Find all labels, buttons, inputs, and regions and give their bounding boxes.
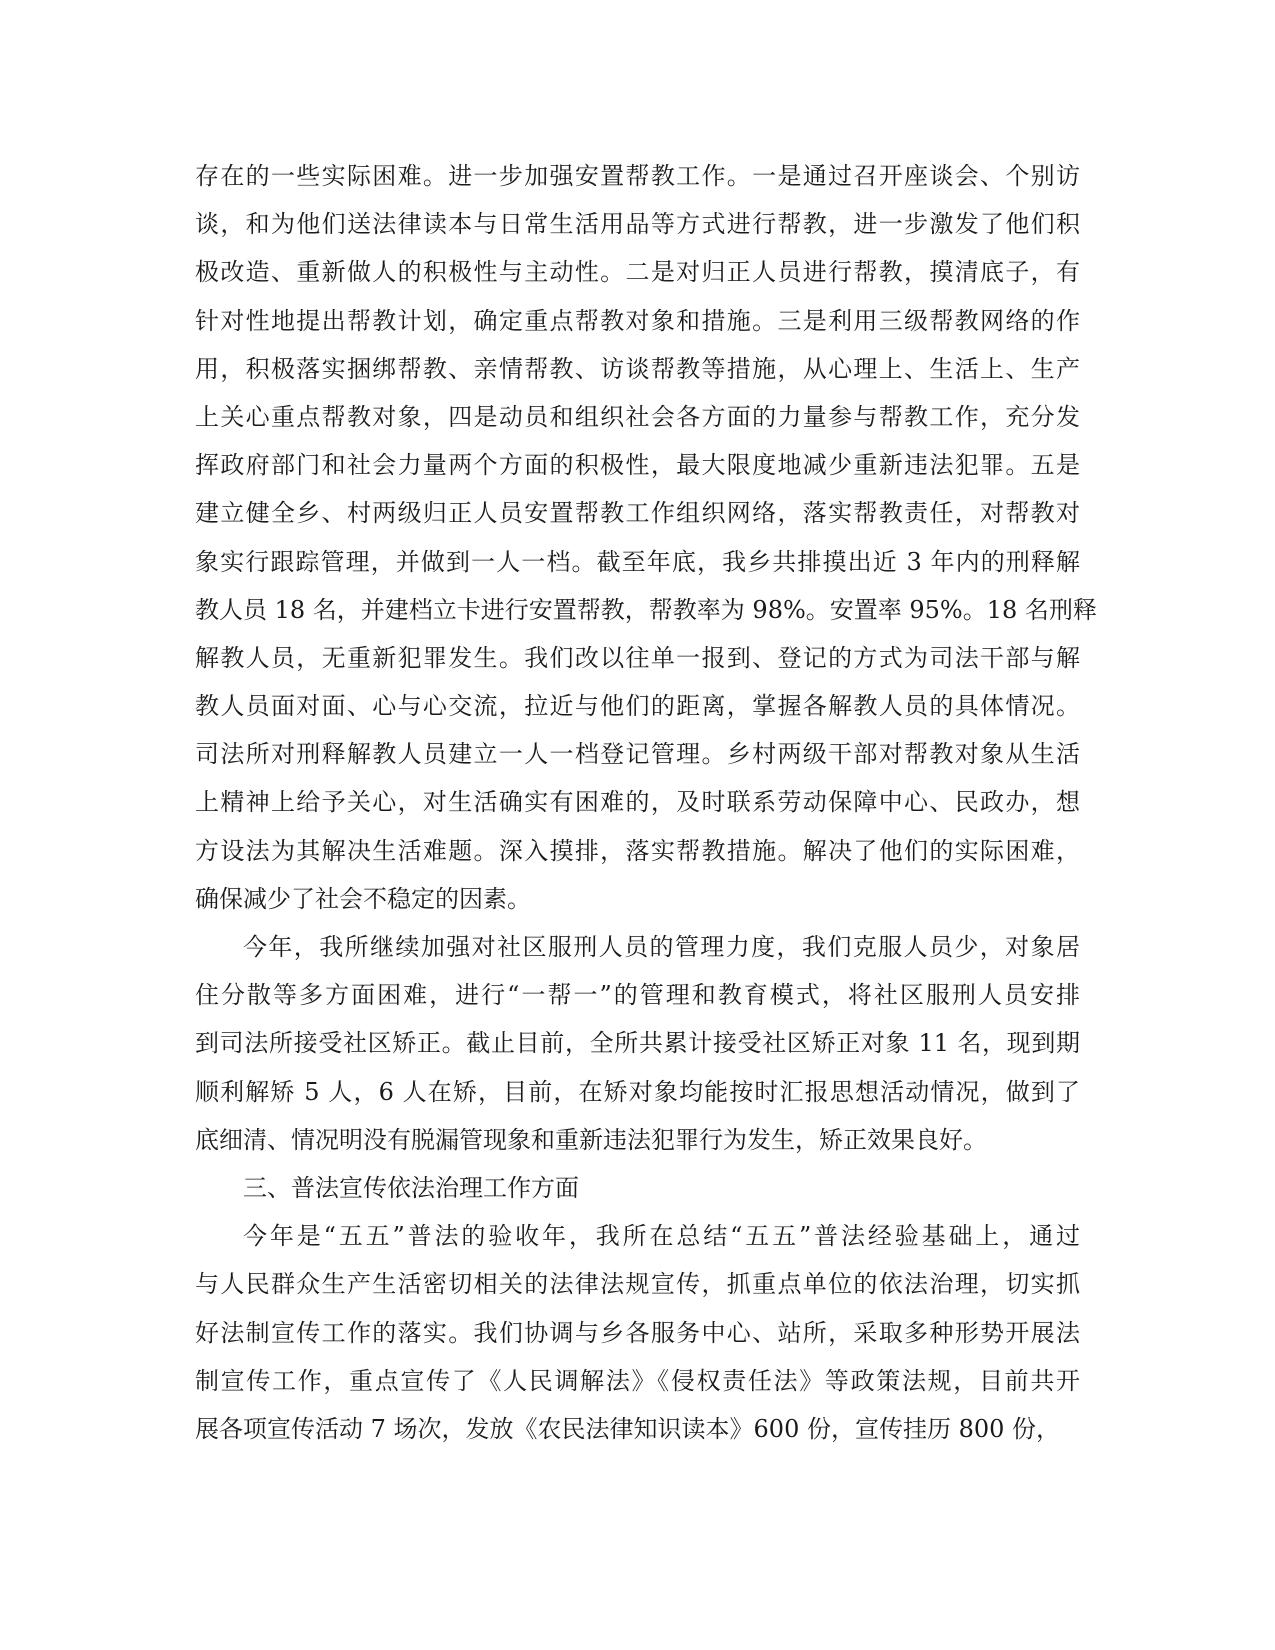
text-line: 今年，我所继续加强对社区服刑人员的管理力度，我们克服人员少，对象居 bbox=[243, 933, 1080, 961]
text-line: 到司法所接受社区矫正。截止目前，全所共累计接受社区矫正对象 11 名，现到期 bbox=[195, 1029, 1080, 1058]
text-line: 象实行跟踪管理，并做到一人一档。截至年底，我乡共排摸出近 3 年内的刑释解 bbox=[195, 547, 1080, 576]
text-line: 教人员面对面、心与心交流，拉近与他们的距离，掌握各解教人员的具体情况。 bbox=[195, 692, 1080, 721]
text-line: 与人民群众生产生活密切相关的法律法规宣传，抓重点单位的依法治理，切实抓 bbox=[195, 1270, 1080, 1299]
text-line: 建立健全乡、村两级归正人员安置帮教工作组织网络，落实帮教责任，对帮教对 bbox=[195, 499, 1080, 528]
text-line: 教人员 18 名，并建档立卡进行安置帮教，帮教率为 98%。安置率 95%。18 名刑释 bbox=[195, 595, 1097, 624]
text-line: 挥政府部门和社会力量两个方面的积极性，最大限度地减少重新违法犯罪。五是 bbox=[195, 451, 1080, 480]
body-text bbox=[195, 152, 1097, 1453]
text-line: 上精神上给予关心，对生活确实有困难的，及时联系劳动保障中心、民政办，想 bbox=[195, 788, 1080, 817]
text-line: 上关心重点帮教对象，四是动员和组织社会各方面的力量参与帮教工作，充分发 bbox=[195, 402, 1080, 431]
text-line: 针对性地提出帮教计划，确定重点帮教对象和措施。三是利用三级帮教网络的作 bbox=[195, 306, 1080, 335]
text-line: 好法制宣传工作的落实。我们协调与乡各服务中心、站所，采取多种形势开展法 bbox=[195, 1318, 1080, 1347]
text-line: 方设法为其解决生活难题。深入摸排，落实帮教措施。解决了他们的实际困难， bbox=[195, 836, 1080, 865]
text-line: 展各项宣传活动 7 场次，发放《农民法律知识读本》600 份，宣传挂历 800 份， bbox=[195, 1414, 1061, 1443]
text-line: 司法所对刑释解教人员建立一人一档登记管理。乡村两级干部对帮教对象从生活 bbox=[195, 740, 1080, 769]
text-line: 存在的一些实际困难。进一步加强安置帮教工作。一是通过召开座谈会、个别访 bbox=[195, 162, 1080, 190]
text-line: 确保减少了社会不稳定的因素。 bbox=[195, 884, 531, 913]
text-line: 解教人员，无重新犯罪发生。我们改以往单一报到、登记的方式为司法干部与解 bbox=[195, 643, 1080, 672]
text-line: 住分散等多方面困难，进行“一帮一”的管理和教育模式，将社区服刑人员安排 bbox=[195, 981, 1080, 1010]
text-line: 今年是“五五”普法的验收年，我所在总结“五五”普法经验基础上，通过 bbox=[243, 1222, 1080, 1251]
text-line: 用，积极落实捆绑帮教、亲情帮教、访谈帮教等措施，从心理上、生活上、生产 bbox=[195, 354, 1080, 383]
text-line: 顺利解矫 5 人，6 人在矫，目前，在矫对象均能按时汇报思想活动情况，做到了 bbox=[195, 1077, 1080, 1106]
text-line: 极改造、重新做人的积极性与主动性。二是对归正人员进行帮教，摸清底子，有 bbox=[195, 258, 1080, 287]
text-line: 制宣传工作，重点宣传了《人民调解法》《侵权责任法》等政策法规，目前共开 bbox=[195, 1366, 1080, 1395]
text-line: 底细清、情况明没有脱漏管现象和重新违法犯罪行为发生，矫正效果良好。 bbox=[195, 1125, 987, 1154]
section-heading: 三、普法宣传依法治理工作方面 bbox=[243, 1173, 579, 1202]
text-line: 谈，和为他们送法律读本与日常生活用品等方式进行帮教，进一步激发了他们积 bbox=[195, 210, 1080, 239]
